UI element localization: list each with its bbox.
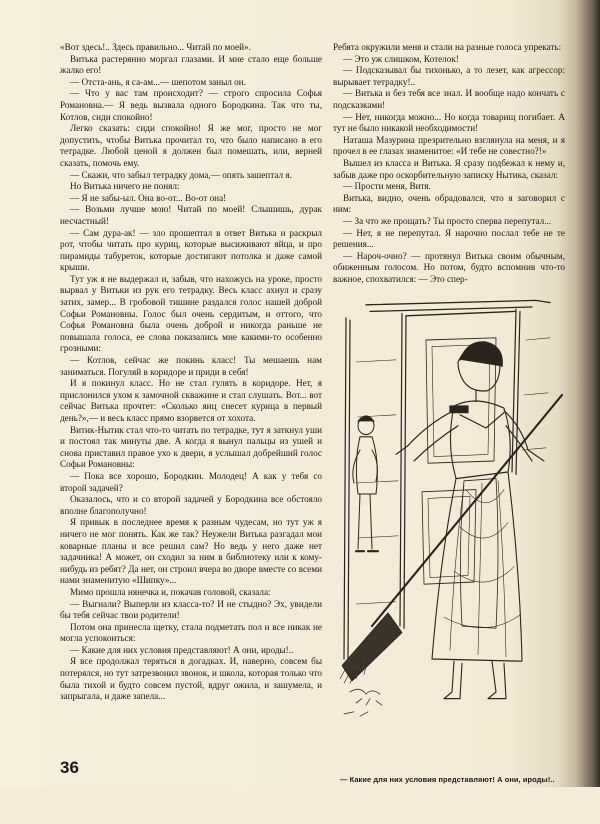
paragraph: — Нароч-очно? — протянул Витька своим обычным, обиженным голосом. Но потом, будто вспомнив что-то важное, спохватился: — Это спер-: [333, 250, 565, 284]
paragraph: — Котлов, сейчас же покинь класс! Ты мешаешь нам заниматься. Погуляй в коридоре и приди в себя!: [60, 355, 322, 377]
paragraph: Ребята окружили меня и стали на разные голоса упрекать:: [333, 42, 562, 52]
boy-figure: [353, 416, 378, 551]
paragraph: И я покинул класс. Но не стал гулять в коридоре. Нет, я прислонился ухом к замочной скважине и стал слушать. Вот... вот сейчас Витька прочтет: «Сколько яиц снесет курица в первый день?»,— и весь класс прямо взорвется от хохота.: [60, 378, 322, 423]
paragraph: Оказалось, что и со второй задачей у Бородкина все обстояло вполне благополучно!: [60, 494, 322, 516]
paragraph: — За что же прощать? Ты просто сперва перепутал...: [343, 215, 552, 226]
paragraph: — Отста-ань, я са-ам...— шепотом заныл он.: [70, 76, 246, 87]
paragraph: Тут уж я не выдержал и, забыв, что нахожусь на уроке, просто вырвал у Витьки из рук его тетрадку. Весь класс ахнул и сразу затих, замер... В гробовой тишине раздался голос нашей доброй Софьи Романовны. Голос был очень сердитым, и оттого, что Софья Романовна была очень доброй и никогда раньше не повышала голоса, ее слова показались мне какими-то особенно грозными:: [60, 273, 322, 354]
paragraph: — Это уж слишком, Котелок!: [343, 53, 459, 64]
paragraph: Я все продолжал теряться в догадках. И, наверно, совсем бы потерялся, но тут затрезвонил звонок, и школа, которая только что была тихой и будто совсем пустой, вдруг ожила, и зашумела, и запрыгала, и даже запела...: [60, 656, 322, 702]
page-number: 36: [60, 758, 79, 777]
woman-figure: [396, 342, 544, 699]
paragraph: «Вот здесь!.. Здесь правильно... Читай по моей».: [60, 42, 251, 52]
paragraph: — Нет, никогда можно... Но когда товарищ погибает. А тут не было никакой необходимости!: [333, 111, 565, 134]
paragraph: Витька растерянно моргал глазами. И мне стало еще больше жалко его!: [60, 53, 322, 76]
left-text-column: [60, 42, 322, 703]
paragraph: — Прости меня, Витя.: [343, 181, 431, 192]
paragraph: — Что у вас там происходит? — строго спросила Софья Романовна.— Я ведь вызвала одного Бородкина. Так что ты, Котлов, сиди спокойно!: [60, 88, 322, 122]
paragraph: — Нет, я не перепутал. Я нарочно послал тебе не те решения...: [333, 227, 565, 250]
paragraph: — Возьми лучше мою! Читай по моей! Слышишь, дурак несчастный!: [60, 204, 322, 226]
paragraph: — Пока все хорошо, Бородкин. Молодец! А как у тебя со второй задачей?: [60, 470, 322, 493]
illustration-janitor-sweeping: [336, 296, 568, 824]
book-gutter-shadow: [576, 0, 600, 787]
paragraph: Вышел из класса и Витька. Я сразу подбежал к нему и, забыв даже про оскорбительную записку Нытика, сказал:: [333, 157, 565, 180]
paragraph: Мимо прошла нянечка и, покачав головой, сказала:: [70, 586, 271, 597]
paragraph: — Подсказывал бы тихонько, а то лезет, как агрессор: вырывает тетрадку!..: [333, 65, 565, 87]
right-text-column: [333, 42, 565, 285]
paragraph: — Витька и без тебя все знал. И вообще надо кончать с подсказками!: [333, 88, 565, 110]
dust-sketch: [344, 689, 382, 716]
broom-drawing: [340, 395, 562, 683]
paragraph: Витька, видно, очень обрадовался, что я заговорил с ним:: [333, 192, 565, 215]
paragraph: — Я не забы-ыл. Она во-от... Во-от она!: [70, 192, 227, 203]
paragraph: Наташа Мазурина презрительно взглянула на меня, и я прочел в ее глазах знаменитое: «И тебе не совестно?!»: [333, 134, 565, 157]
door-drawing: [344, 300, 550, 661]
illustration-caption: — Какие для них условия представляют! А они, ироды!..: [340, 775, 555, 784]
paragraph: Я привык в последнее время к разным чудесам, но тут уж я ничего не мог понять. Как же так? Неужели Витька разгадал мои коварные планы и все решил сам? Но ведь у него даже нет задачника! А может, он сходил за ним в библиотеку или к кому-нибудь из ребят? Да нет, он строил вчера во дворе вместе со всеми нами знаменитую «Шипку»...: [60, 517, 322, 586]
paragraph: Но Витька ничего не понял:: [70, 181, 180, 192]
paragraph: Потом она принесла щетку, стала подметать пол и все никак не могла успокоиться:: [60, 621, 322, 644]
paragraph: Легко сказать: сиди спокойно! Я же мог, просто не мог допустить, чтобы Витька прочитал то, что было написано в его тетрадке. Любой ценой я должен был помешать, или, верней сказать, помочь ему.: [60, 123, 322, 168]
paragraph: — Выгнали? Выперли из класса-то? И не стыдно? Эх, увидели бы тебя сейчас твои родители!: [60, 598, 322, 621]
paragraph: — Какие для них условия представляют! А они, ироды!..: [70, 644, 294, 655]
paragraph: — Скажи, что забыл тетрадку дома,— опять зашептал я.: [70, 169, 292, 180]
paragraph: — Сам дура-ак! — зло прошептал в ответ Витька и раскрыл рот, чтобы читать про куриц, которые высиживают яйца, и про пирамиды табуреток, которые достигают потолка и даже самой крыши.: [60, 227, 322, 273]
paragraph: Витик-Нытик стал что-то читать по тетрадке, тут я заткнул уши и постоял так минуты две. А когда я вынул пальцы из ушей и снова приставил правое ухо к двери, я услышал добрейший голос Софьи Романовны:: [60, 424, 322, 470]
